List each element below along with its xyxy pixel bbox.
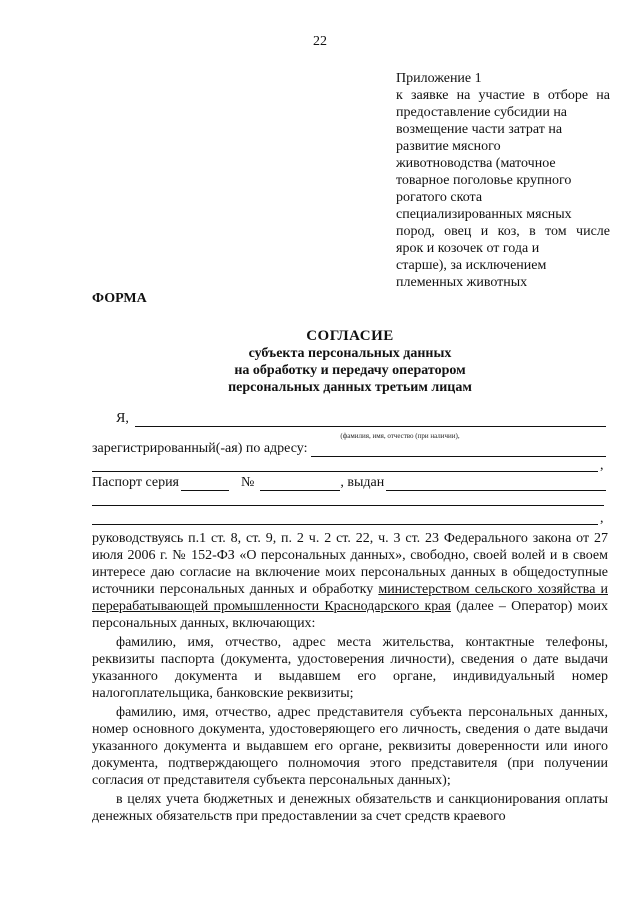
title-line: на обработку и передачу оператором [234, 363, 466, 378]
page-number: 22 [313, 34, 327, 49]
appendix-line: ярок и козочек от года и [396, 241, 540, 256]
paragraph: в целях учета бюджетных и денежных обязательств и санкционирования оплаты денежных обязательств при предоставлении за счет средств краевого [92, 792, 608, 824]
paragraph-text: руководствуясь п.1 ст. 8, ст. 9, п. 2 ч. 2 ст. 22, ч. 3 ст. 23 Федерального закона от 27 июля 2006 г. № 152-ФЗ «О персональных данных», свободно, своей волей и в своем интересе даю согласие на включение моих персональных данных в общедоступные источники персональных данных и обработку [92, 531, 608, 597]
title-main: СОГЛАСИЕ [306, 328, 394, 344]
appendix-line: старше), за исключением [396, 258, 547, 273]
appendix-title: Приложение 1 [396, 71, 482, 86]
passport-number-label: № [241, 475, 255, 490]
appendix-line: животноводства (маточное [396, 156, 556, 171]
comma: , [600, 511, 604, 526]
name-hint: (фамилия, имя, отчество (при наличии), [340, 432, 460, 440]
document-title [92, 328, 608, 396]
address-field[interactable] [311, 442, 606, 457]
appendix-line: развитие мясного [396, 139, 501, 154]
paragraph [92, 530, 608, 632]
body-text [92, 530, 608, 825]
operator-name: министерством сельского хозяйства и перерабатывающей промышленности Краснодарского края [92, 582, 608, 614]
passport-number-field[interactable] [260, 476, 340, 491]
name-label: Я, [116, 411, 129, 426]
name-field[interactable] [135, 412, 606, 427]
paragraph-text: (далее – Оператор) моих персональных данных, включающих: [92, 599, 608, 631]
title-line: субъекта персональных данных [248, 346, 452, 361]
comma: , [600, 458, 604, 473]
passport-row [92, 475, 606, 491]
address-row [92, 441, 606, 457]
name-row [116, 411, 606, 427]
address-label: зарегистрированный(-ая) по адресу: [92, 441, 308, 456]
passport-series-field[interactable] [181, 476, 229, 491]
appendix-line: рогатого скота [396, 190, 483, 205]
appendix-line: специализированных мясных [396, 207, 572, 222]
paragraph: фамилию, имя, отчество, адрес места жительства, контактные телефоны, реквизиты паспорта (документа, удостоверения личности), сведения о дате выдачи указанного документа и выдавшем его органе, индивидуальный номер налогоплательщика, банковские реквизиты; [92, 635, 608, 701]
appendix-line: товарное поголовье крупного [396, 173, 572, 188]
issued-label: , выдан [340, 475, 385, 490]
passport-series-label: Паспорт серия [92, 475, 179, 490]
address-field-continuation[interactable] [92, 471, 598, 472]
form-label: ФОРМА [92, 291, 147, 306]
appendix-line: возмещение части затрат на [396, 122, 563, 137]
paragraph: фамилию, имя, отчество, адрес представителя субъекта персональных данных, номер основного документа, удостоверяющего его личность, сведения о дате выдачи указанного документа и выдавшем его органе, реквизиты доверенности или иного документа, подтверждающего полномочия этого представителя (при получении согласия от представителя субъекта персональных данных); [92, 705, 608, 788]
appendix-line: к заявке на участие в отборе на [396, 88, 610, 103]
issued-by-field[interactable] [386, 476, 606, 491]
appendix-line: пород, овец и коз, в том числе [396, 224, 610, 239]
issued-by-field-continuation[interactable] [92, 505, 604, 506]
appendix-line: предоставление субсидии на [396, 105, 568, 120]
appendix-block [396, 70, 610, 291]
issued-by-field-continuation[interactable] [92, 524, 598, 525]
title-line: персональных данных третьим лицам [228, 380, 472, 395]
appendix-line: племенных животных [396, 275, 528, 290]
